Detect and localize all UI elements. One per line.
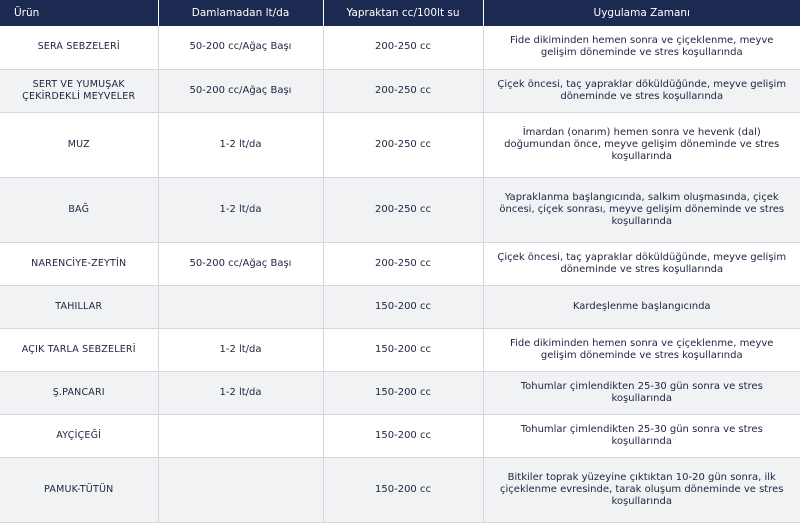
header-row: [0, 0, 800, 26]
cell-urun: SERT VE YUMUŞAK ÇEKİRDEKLİ MEYVELER: [0, 69, 158, 112]
table-row: [0, 414, 800, 457]
cell-yapraktan: 150-200 cc: [323, 328, 483, 371]
cell-uygulama-zamani: Çiçek öncesi, taç yapraklar döküldüğünde, meyve gelişim döneminde ve stres koşullarında: [483, 69, 800, 112]
cell-urun: AYÇİÇEĞİ: [0, 414, 158, 457]
header-uygulama-zamani: Uygulama Zamanı: [483, 0, 800, 26]
cell-damlamadan: [158, 457, 323, 522]
table-row: [0, 285, 800, 328]
table-row: [0, 69, 800, 112]
cell-yapraktan: 150-200 cc: [323, 457, 483, 522]
cell-yapraktan: 200-250 cc: [323, 26, 483, 69]
header-damlamadan: Damlamadan lt/da: [158, 0, 323, 26]
cell-uygulama-zamani: Tohumlar çimlendikten 25-30 gün sonra ve stres koşullarında: [483, 371, 800, 414]
table-row: [0, 112, 800, 177]
cell-urun: NARENCİYE-ZEYTİN: [0, 242, 158, 285]
cell-damlamadan: 1-2 lt/da: [158, 371, 323, 414]
cell-urun: AÇIK TARLA SEBZELERİ: [0, 328, 158, 371]
cell-damlamadan: 50-200 cc/Ağaç Başı: [158, 69, 323, 112]
cell-yapraktan: 200-250 cc: [323, 112, 483, 177]
cell-uygulama-zamani: Fide dikiminden hemen sonra ve çiçeklenme, meyve gelişim döneminde ve stres koşullarında: [483, 26, 800, 69]
table-row: [0, 371, 800, 414]
cell-damlamadan: 1-2 lt/da: [158, 177, 323, 242]
table-body: [0, 26, 800, 522]
cell-urun: SERA SEBZELERİ: [0, 26, 158, 69]
cell-uygulama-zamani: Kardeşlenme başlangıcında: [483, 285, 800, 328]
cell-yapraktan: 200-250 cc: [323, 177, 483, 242]
cell-urun: MUZ: [0, 112, 158, 177]
cell-yapraktan: 150-200 cc: [323, 371, 483, 414]
cell-damlamadan: [158, 414, 323, 457]
cell-uygulama-zamani: Çiçek öncesi, taç yapraklar döküldüğünde, meyve gelişim döneminde ve stres koşullarında: [483, 242, 800, 285]
cell-uygulama-zamani: İmardan (onarım) hemen sonra ve hevenk (dal) doğumundan önce, meyve gelişim döneminde ve stres koşullarında: [483, 112, 800, 177]
cell-uygulama-zamani: Yapraklanma başlangıcında, salkım oluşmasında, çiçek öncesi, çiçek sonrası, meyve gelişim döneminde ve stres koşullarında: [483, 177, 800, 242]
cell-yapraktan: 150-200 cc: [323, 414, 483, 457]
cell-damlamadan: 1-2 lt/da: [158, 328, 323, 371]
table-row: [0, 457, 800, 522]
cell-damlamadan: 50-200 cc/Ağaç Başı: [158, 242, 323, 285]
table-row: [0, 177, 800, 242]
cell-urun: PAMUK-TÜTÜN: [0, 457, 158, 522]
table-header: [0, 0, 800, 26]
cell-urun: TAHILLAR: [0, 285, 158, 328]
cell-damlamadan: 1-2 lt/da: [158, 112, 323, 177]
table-row: [0, 242, 800, 285]
table-row: [0, 26, 800, 69]
header-yapraktan: Yapraktan cc/100lt su: [323, 0, 483, 26]
cell-urun: BAĞ: [0, 177, 158, 242]
header-urun: Ürün: [0, 0, 158, 26]
cell-damlamadan: [158, 285, 323, 328]
cell-urun: Ş.PANCARI: [0, 371, 158, 414]
cell-yapraktan: 200-250 cc: [323, 69, 483, 112]
cell-uygulama-zamani: Tohumlar çimlendikten 25-30 gün sonra ve stres koşullarında: [483, 414, 800, 457]
cell-uygulama-zamani: Fide dikiminden hemen sonra ve çiçeklenme, meyve gelişim döneminde ve stres koşullarında: [483, 328, 800, 371]
table-row: [0, 328, 800, 371]
cell-damlamadan: 50-200 cc/Ağaç Başı: [158, 26, 323, 69]
cell-uygulama-zamani: Bitkiler toprak yüzeyine çıktıktan 10-20 gün sonra, ilk çiçeklenme evresinde, tarak oluşum döneminde ve stres koşullarında: [483, 457, 800, 522]
cell-yapraktan: 200-250 cc: [323, 242, 483, 285]
cell-yapraktan: 150-200 cc: [323, 285, 483, 328]
